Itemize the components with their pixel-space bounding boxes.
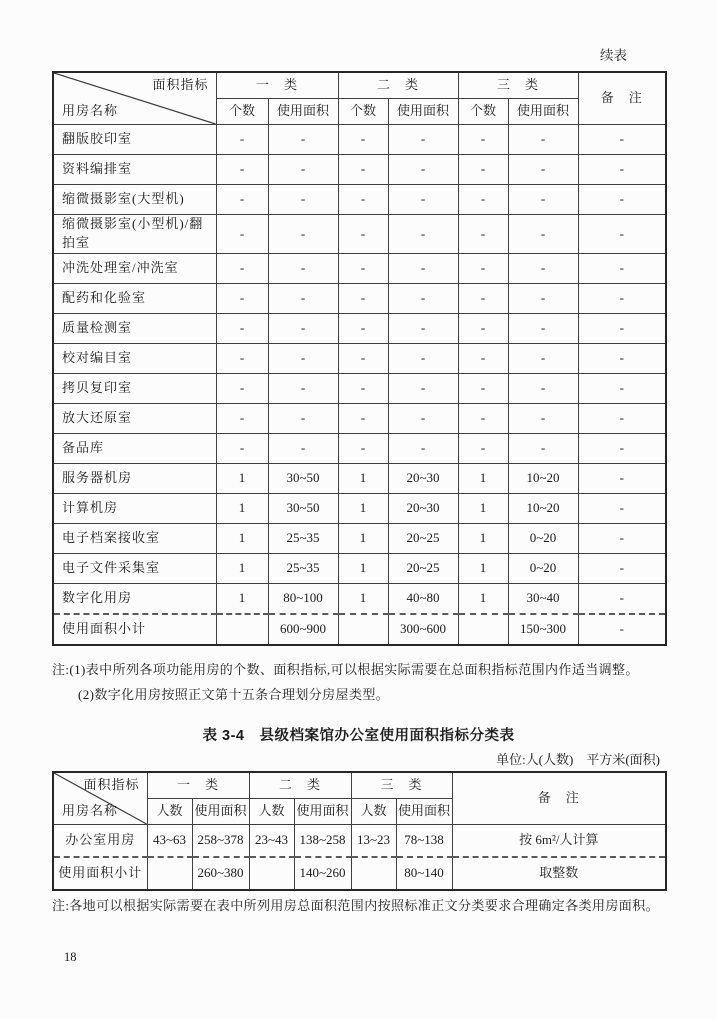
value-cell [249, 857, 294, 890]
table-row [53, 283, 666, 313]
value-cell: 1 [458, 463, 508, 493]
value-cell: - [268, 185, 338, 215]
value-cell: - [458, 403, 508, 433]
remark-header: 备 注 [452, 772, 666, 825]
value-cell: 13~23 [351, 825, 396, 858]
remark-header: 备 注 [578, 72, 666, 125]
table-row [53, 433, 666, 463]
room-name-cell: 服务器机房 [53, 463, 216, 493]
value-cell: - [578, 433, 666, 463]
room-name-cell: 资料编排室 [53, 155, 216, 185]
value-cell: 0~20 [508, 553, 578, 583]
value-cell [338, 614, 388, 645]
value-cell: - [216, 373, 268, 403]
room-name-cell: 拷贝复印室 [53, 373, 216, 403]
value-cell: 30~50 [268, 463, 338, 493]
value-cell: - [216, 343, 268, 373]
people-subheader-3: 人数 [351, 799, 396, 825]
people-subheader-2: 人数 [249, 799, 294, 825]
table-row [53, 215, 666, 254]
corner-header-cell [53, 772, 147, 825]
corner-row-label: 用房名称 [62, 102, 119, 118]
value-cell: - [388, 215, 458, 254]
value-cell: 1 [338, 463, 388, 493]
note-line: (2)数字化用房按照正文第十五条合理划分房屋类型。 [78, 687, 390, 702]
value-cell: - [216, 185, 268, 215]
value-cell: - [578, 215, 666, 254]
value-cell: - [508, 403, 578, 433]
value-cell: - [578, 553, 666, 583]
value-cell: - [216, 403, 268, 433]
value-cell: - [338, 373, 388, 403]
value-cell: - [338, 215, 388, 254]
value-cell: - [388, 313, 458, 343]
value-cell [458, 614, 508, 645]
value-cell: 0~20 [508, 523, 578, 553]
value-cell: - [578, 185, 666, 215]
value-cell: - [338, 283, 388, 313]
class-2-group-header: 二 类 [249, 772, 351, 799]
table2-body [53, 825, 666, 891]
corner-header-cell [53, 72, 216, 125]
table-row [53, 553, 666, 583]
table-row [53, 343, 666, 373]
value-cell: - [388, 185, 458, 215]
value-cell: - [508, 283, 578, 313]
value-cell: - [268, 215, 338, 254]
class-2-group-header: 二 类 [338, 72, 458, 99]
value-cell: - [216, 433, 268, 463]
value-cell: - [338, 155, 388, 185]
corner-row-label: 用房名称 [62, 802, 119, 818]
value-cell: 1 [216, 583, 268, 614]
value-cell: 150~300 [508, 614, 578, 645]
value-cell: - [268, 373, 338, 403]
value-cell: - [338, 253, 388, 283]
table-row [53, 313, 666, 343]
corner-column-label: 面积指标 [152, 77, 209, 92]
value-cell: 1 [216, 493, 268, 523]
header-group-row [53, 72, 666, 99]
value-cell: - [458, 373, 508, 403]
value-cell: 25~35 [268, 523, 338, 553]
class-1-group-header: 一 类 [147, 772, 249, 799]
value-cell: 78~138 [396, 825, 452, 858]
class-1-group-header: 一 类 [216, 72, 338, 99]
value-cell: - [508, 155, 578, 185]
value-cell: - [578, 283, 666, 313]
area-subheader-2: 使用面积 [388, 99, 458, 125]
value-cell: - [458, 215, 508, 254]
table-row [53, 523, 666, 553]
value-cell: 1 [216, 523, 268, 553]
value-cell: - [508, 125, 578, 155]
table-row [53, 493, 666, 523]
area-subheader-1: 使用面积 [192, 799, 249, 825]
value-cell: - [216, 283, 268, 313]
value-cell: - [508, 185, 578, 215]
value-cell: - [508, 253, 578, 283]
value-cell: - [578, 155, 666, 185]
value-cell: - [508, 433, 578, 463]
value-cell: - [458, 155, 508, 185]
value-cell: - [388, 253, 458, 283]
value-cell: 138~258 [294, 825, 351, 858]
value-cell: 取整数 [452, 857, 666, 890]
value-cell: - [458, 253, 508, 283]
value-cell: - [216, 253, 268, 283]
value-cell: 40~80 [388, 583, 458, 614]
value-cell: - [458, 283, 508, 313]
table-row [53, 403, 666, 433]
value-cell: - [578, 125, 666, 155]
value-cell: - [268, 125, 338, 155]
value-cell: 1 [458, 583, 508, 614]
value-cell: - [338, 313, 388, 343]
value-cell: - [338, 185, 388, 215]
value-cell: 140~260 [294, 857, 351, 890]
room-name-cell: 翻版胶印室 [53, 125, 216, 155]
value-cell: - [216, 313, 268, 343]
value-cell: - [508, 343, 578, 373]
value-cell: 300~600 [388, 614, 458, 645]
value-cell: - [578, 343, 666, 373]
table-row [53, 155, 666, 185]
value-cell: 1 [338, 493, 388, 523]
value-cell: - [458, 313, 508, 343]
value-cell [216, 614, 268, 645]
value-cell: 30~40 [508, 583, 578, 614]
value-cell: - [458, 433, 508, 463]
value-cell: - [578, 614, 666, 645]
room-name-cell: 数字化用房 [53, 583, 216, 614]
value-cell: - [508, 373, 578, 403]
value-cell: 1 [338, 583, 388, 614]
value-cell: - [338, 125, 388, 155]
value-cell: - [268, 433, 338, 463]
room-name-cell: 冲洗处理室/冲洗室 [53, 253, 216, 283]
value-cell: 按 6m²/人计算 [452, 825, 666, 858]
room-name-cell: 质量检测室 [53, 313, 216, 343]
value-cell: - [388, 283, 458, 313]
value-cell: - [338, 343, 388, 373]
room-name-cell: 放大还原室 [53, 403, 216, 433]
table2-unit-label: 单位:人(人数) 平方米(面积) [496, 752, 660, 767]
functional-rooms-area-table [52, 71, 667, 646]
table1-notes [52, 657, 665, 707]
table-row [53, 825, 666, 858]
table-row [53, 373, 666, 403]
value-cell: - [388, 403, 458, 433]
table-row [53, 463, 666, 493]
value-cell: - [458, 125, 508, 155]
area-subheader-1: 使用面积 [268, 99, 338, 125]
people-subheader-1: 人数 [147, 799, 192, 825]
value-cell [351, 857, 396, 890]
value-cell: - [388, 125, 458, 155]
area-subheader-3: 使用面积 [396, 799, 452, 825]
room-name-cell: 电子文件采集室 [53, 553, 216, 583]
value-cell: - [458, 343, 508, 373]
table-row [53, 125, 666, 155]
count-subheader-3: 个数 [458, 99, 508, 125]
value-cell: 80~140 [396, 857, 452, 890]
value-cell: 10~20 [508, 463, 578, 493]
value-cell: - [268, 283, 338, 313]
value-cell: - [458, 185, 508, 215]
subtotal-row [53, 857, 666, 890]
subtotal-row [53, 614, 666, 645]
value-cell: 10~20 [508, 493, 578, 523]
class-3-group-header: 三 类 [351, 772, 452, 799]
value-cell: - [338, 433, 388, 463]
value-cell: 1 [338, 523, 388, 553]
room-name-cell: 使用面积小计 [53, 614, 216, 645]
value-cell: 1 [458, 493, 508, 523]
page-number: 18 [64, 950, 77, 964]
room-name-cell: 配药和化验室 [53, 283, 216, 313]
room-name-cell: 缩微摄影室(大型机) [53, 185, 216, 215]
area-subheader-2: 使用面积 [294, 799, 351, 825]
value-cell: 43~63 [147, 825, 192, 858]
value-cell: - [578, 313, 666, 343]
value-cell: - [578, 253, 666, 283]
value-cell: - [578, 493, 666, 523]
table-row [53, 253, 666, 283]
area-subheader-3: 使用面积 [508, 99, 578, 125]
value-cell: - [216, 155, 268, 185]
continued-table-label: 续表 [600, 48, 627, 63]
value-cell: - [578, 403, 666, 433]
value-cell: 1 [216, 463, 268, 493]
value-cell: - [268, 313, 338, 343]
value-cell: 258~378 [192, 825, 249, 858]
value-cell: 1 [458, 553, 508, 583]
value-cell: - [216, 215, 268, 254]
value-cell: - [578, 373, 666, 403]
value-cell: 1 [458, 523, 508, 553]
table-row [53, 185, 666, 215]
note-line: 注:(1)表中所列各项功能用房的个数、面积指标,可以根据实际需要在总面积指标范围内作适当调整。 [52, 662, 639, 677]
value-cell: - [508, 313, 578, 343]
value-cell: 30~50 [268, 493, 338, 523]
room-name-cell: 校对编目室 [53, 343, 216, 373]
room-name-cell: 计算机房 [53, 493, 216, 523]
value-cell: - [388, 373, 458, 403]
value-cell: - [388, 433, 458, 463]
value-cell: - [216, 125, 268, 155]
class-3-group-header: 三 类 [458, 72, 578, 99]
room-name-cell: 使用面积小计 [53, 857, 147, 890]
table1-body [53, 125, 666, 645]
table2-title: 表 3-4 县级档案馆办公室使用面积指标分类表 [202, 728, 515, 744]
room-name-cell: 备品库 [53, 433, 216, 463]
value-cell: - [578, 463, 666, 493]
office-area-table [52, 771, 667, 891]
count-subheader-2: 个数 [338, 99, 388, 125]
value-cell: 600~900 [268, 614, 338, 645]
value-cell: - [578, 523, 666, 553]
value-cell: 1 [216, 553, 268, 583]
value-cell: - [388, 155, 458, 185]
value-cell: - [578, 583, 666, 614]
value-cell: - [268, 253, 338, 283]
value-cell: - [268, 403, 338, 433]
room-name-cell: 电子档案接收室 [53, 523, 216, 553]
value-cell: - [268, 155, 338, 185]
value-cell: 80~100 [268, 583, 338, 614]
value-cell: 260~380 [192, 857, 249, 890]
value-cell [147, 857, 192, 890]
table-row [53, 583, 666, 614]
value-cell: 20~30 [388, 463, 458, 493]
value-cell: - [268, 343, 338, 373]
value-cell: 20~25 [388, 553, 458, 583]
value-cell: - [508, 215, 578, 254]
header-group-row [53, 772, 666, 799]
value-cell: 25~35 [268, 553, 338, 583]
value-cell: 20~30 [388, 493, 458, 523]
value-cell: 20~25 [388, 523, 458, 553]
room-name-cell: 缩微摄影室(小型机)/翻拍室 [53, 215, 216, 254]
value-cell: - [388, 343, 458, 373]
value-cell: 1 [338, 553, 388, 583]
corner-column-label: 面积指标 [83, 777, 140, 792]
count-subheader-1: 个数 [216, 99, 268, 125]
value-cell: 23~43 [249, 825, 294, 858]
value-cell: - [338, 403, 388, 433]
table2-note: 注:各地可以根据实际需要在表中所列用房总面积范围内按照标准正文分类要求合理确定各类用房面积。 [52, 898, 660, 913]
room-name-cell: 办公室用房 [53, 825, 147, 858]
